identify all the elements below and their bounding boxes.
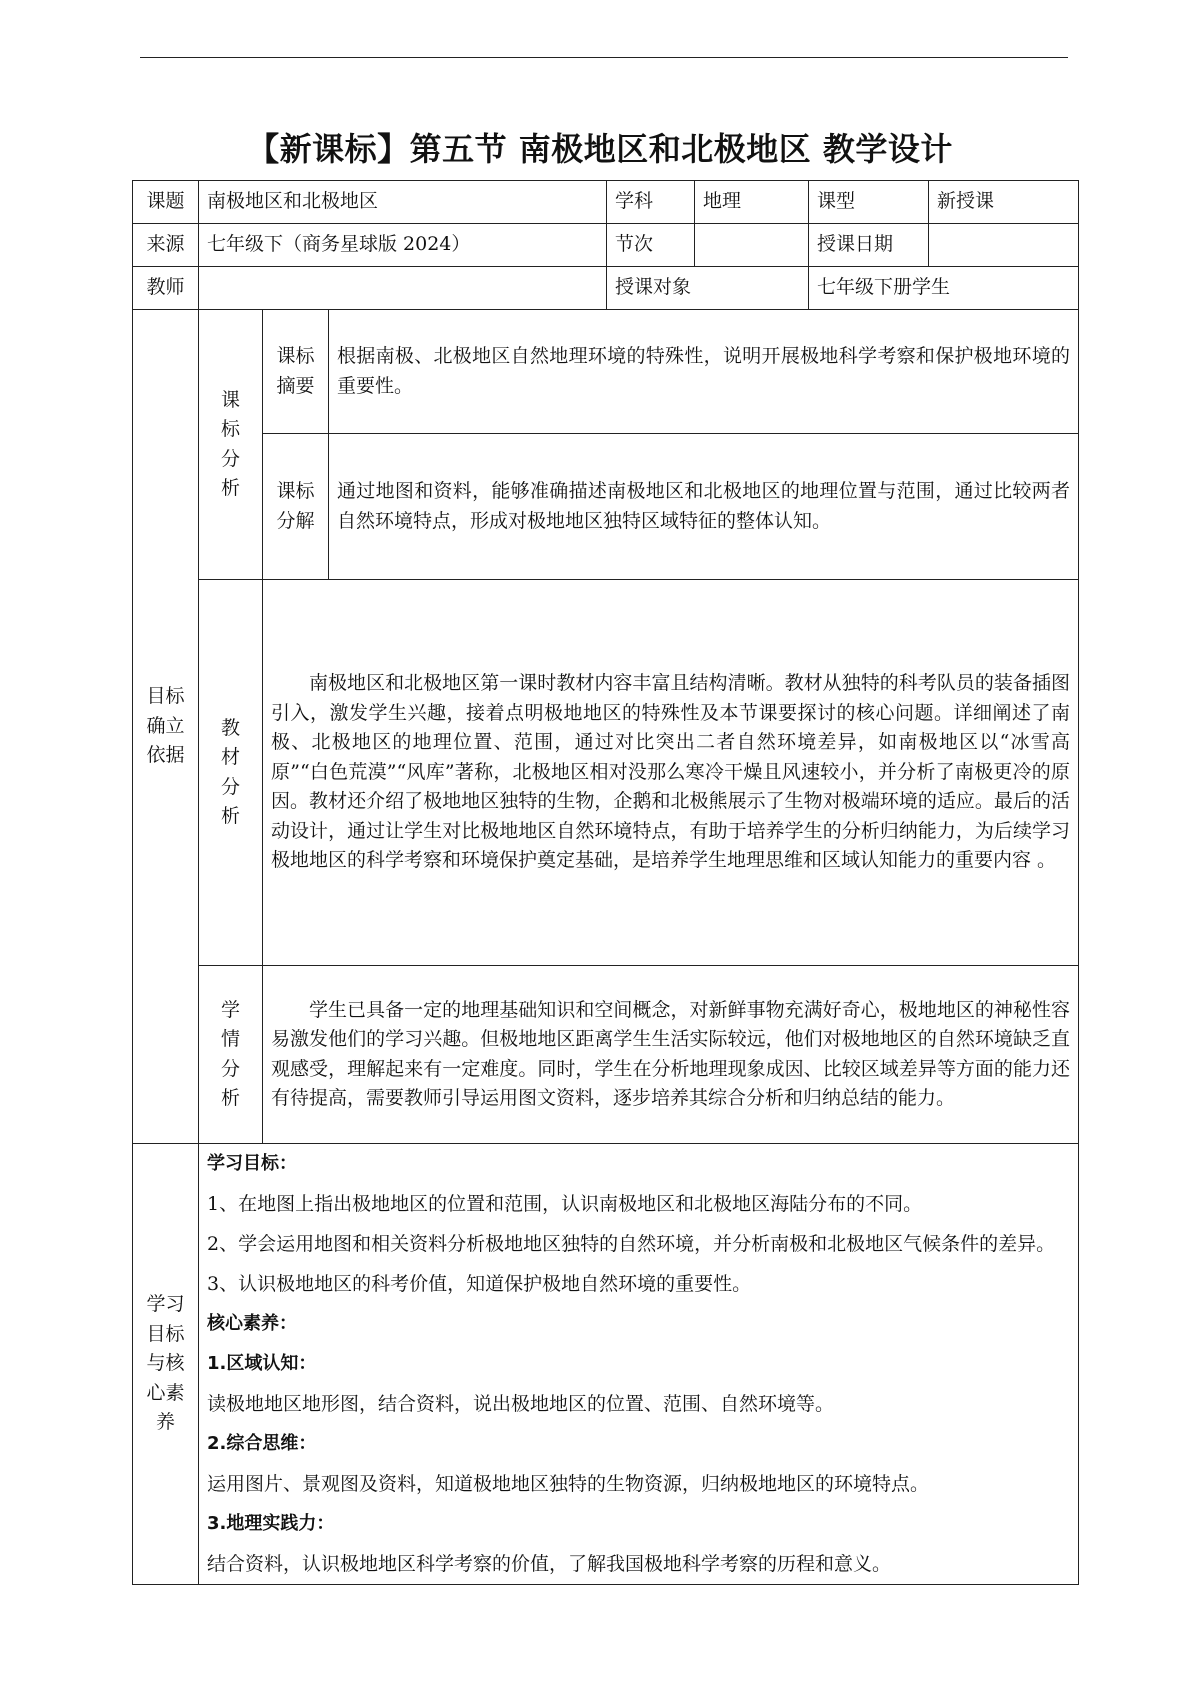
label-line: 课标 bbox=[276, 345, 315, 368]
literacy-text-item: 读极地地区地形图，结合资料，说出极地地区的位置、范围、自然环境等。 bbox=[207, 1393, 835, 1415]
learner-analysis-text: 学生已具备一定的地理基础知识和空间概念，对新鲜事物充满好奇心，极地地区的神秘性容易激发他们的学习兴趣。但极地地区距离学生生活实际较远，他们对极地地区的自然环境缺乏直观感受，理解起来有一定难度。同时，学生在分析地理现象成因、比较区域差异等方面的能力还有待提高，需要教师引导运用图文资料，逐步培养其综合分析和归纳总结的能力。 bbox=[263, 966, 1079, 1144]
label-char: 材 bbox=[220, 746, 240, 769]
objective-item: 3、认识极地地区的科考价值，知道保护极地自然环境的重要性。 bbox=[207, 1273, 752, 1295]
label-char: 情 bbox=[220, 1028, 240, 1051]
header-row-1 bbox=[133, 181, 1079, 224]
label-char: 教 bbox=[220, 716, 240, 739]
lesson-plan-table bbox=[132, 180, 1079, 1585]
goals-content bbox=[199, 1144, 1079, 1585]
goals-label bbox=[133, 1144, 199, 1585]
literacy-text-item: 结合资料，认识极地地区科学考察的价值，了解我国极地科学考察的历程和意义。 bbox=[207, 1553, 892, 1575]
period-label: 节次 bbox=[607, 224, 695, 267]
textbook-analysis-row bbox=[133, 580, 1079, 966]
label-line: 摘要 bbox=[276, 374, 315, 397]
lesson-type-label: 课型 bbox=[809, 181, 929, 224]
objective-item: 1、在地图上指出极地地区的位置和范围，认识南极地区和北极地区海陆分布的不同。 bbox=[207, 1193, 923, 1215]
date-label: 授课日期 bbox=[809, 224, 929, 267]
teacher-label: 教师 bbox=[133, 267, 199, 310]
label-char: 析 bbox=[220, 804, 240, 827]
basis-label bbox=[133, 310, 199, 1144]
label-char: 课 bbox=[220, 388, 240, 411]
date-value bbox=[929, 224, 1079, 267]
label-char: 析 bbox=[220, 1086, 240, 1109]
label-char: 分 bbox=[220, 447, 240, 470]
literacy-heading: 核心素养： bbox=[207, 1313, 297, 1334]
goals-row bbox=[133, 1144, 1079, 1585]
label-line: 养 bbox=[155, 1411, 175, 1434]
objective-item: 2、学会运用地图和相关资料分析极地地区独特的自然环境，并分析南极和北极地区气候条件的差异。 bbox=[207, 1233, 1056, 1255]
topic-value: 南极地区和北极地区 bbox=[199, 181, 607, 224]
header-row-2 bbox=[133, 224, 1079, 267]
label-line: 课标 bbox=[276, 480, 315, 503]
label-line: 与核 bbox=[146, 1352, 185, 1375]
subject-label: 学科 bbox=[607, 181, 695, 224]
label-char: 析 bbox=[220, 476, 240, 499]
label-line: 心素 bbox=[146, 1381, 185, 1404]
learner-analysis-label bbox=[199, 966, 263, 1144]
basis-label-line: 目标 bbox=[146, 685, 185, 708]
label-char: 分 bbox=[220, 1057, 240, 1080]
document-title: 【新课标】第五节 南极地区和北极地区 教学设计 bbox=[247, 130, 953, 168]
label-line: 分解 bbox=[276, 509, 315, 532]
literacy-text-item: 运用图片、景观图及资料，知道极地地区独特的生物资源，归纳极地地区的环境特点。 bbox=[207, 1473, 930, 1495]
subject-value: 地理 bbox=[695, 181, 809, 224]
literacy-heading-item: 1.区域认知： bbox=[207, 1353, 317, 1374]
label-line: 目标 bbox=[146, 1322, 185, 1345]
period-value bbox=[695, 224, 809, 267]
audience-label: 授课对象 bbox=[607, 267, 809, 310]
label-char: 标 bbox=[220, 418, 240, 441]
textbook-analysis-label bbox=[199, 580, 263, 966]
header-row-3 bbox=[133, 267, 1079, 310]
standard-analysis-label bbox=[199, 310, 263, 580]
label-char: 分 bbox=[220, 775, 240, 798]
lesson-type-value: 新授课 bbox=[929, 181, 1079, 224]
label-char: 学 bbox=[220, 998, 240, 1021]
literacy-heading-item: 2.综合思维： bbox=[207, 1433, 317, 1454]
source-value: 七年级下（商务星球版 2024） bbox=[199, 224, 607, 267]
textbook-analysis-text: 南极地区和北极地区第一课时教材内容丰富且结构清晰。教材从独特的科考队员的装备插图引入，激发学生兴趣，接着点明极地地区的特殊性及本节课要探讨的核心问题。详细阐述了南极、北极地区的地理位置、范围，通过对比突出二者自然环境差异，如南极地区以“冰雪高原”“白色荒漠”“风库”著称，北极地区相对没那么寒冷干燥且风速较小，并分析了南极更冷的原因。教材还介绍了极地地区独特的生物，企鹅和北极熊展示了生物对极端环境的适应。最后的活动设计，通过让学生对比极地地区自然环境特点，有助于培养学生的分析归纳能力，为后续学习极地地区的科学考察和环境保护奠定基础，是培养学生地理思维和区域认知能力的重要内容 。 bbox=[263, 580, 1079, 966]
standard-breakdown-text: 通过地图和资料，能够准确描述南极地区和北极地区的地理位置与范围，通过比较两者自然环境特点，形成对极地地区独特区域特征的整体认知。 bbox=[329, 434, 1079, 580]
topic-label: 课题 bbox=[133, 181, 199, 224]
source-label: 来源 bbox=[133, 224, 199, 267]
basis-label-line: 依据 bbox=[146, 744, 185, 767]
literacy-heading-item: 3.地理实践力： bbox=[207, 1513, 335, 1534]
objectives-heading: 学习目标： bbox=[207, 1153, 297, 1174]
standard-summary-row bbox=[133, 310, 1079, 434]
header-rule bbox=[140, 57, 1068, 58]
audience-value: 七年级下册学生 bbox=[809, 267, 1079, 310]
standard-summary-text: 根据南极、北极地区自然地理环境的特殊性，说明开展极地科学考察和保护极地环境的重要性。 bbox=[329, 310, 1079, 434]
learner-analysis-row bbox=[133, 966, 1079, 1144]
teacher-value bbox=[199, 267, 607, 310]
standard-summary-label bbox=[263, 310, 329, 434]
label-line: 学习 bbox=[146, 1293, 185, 1316]
basis-label-line: 确立 bbox=[146, 714, 185, 737]
standard-breakdown-row bbox=[133, 434, 1079, 580]
standard-breakdown-label bbox=[263, 434, 329, 580]
